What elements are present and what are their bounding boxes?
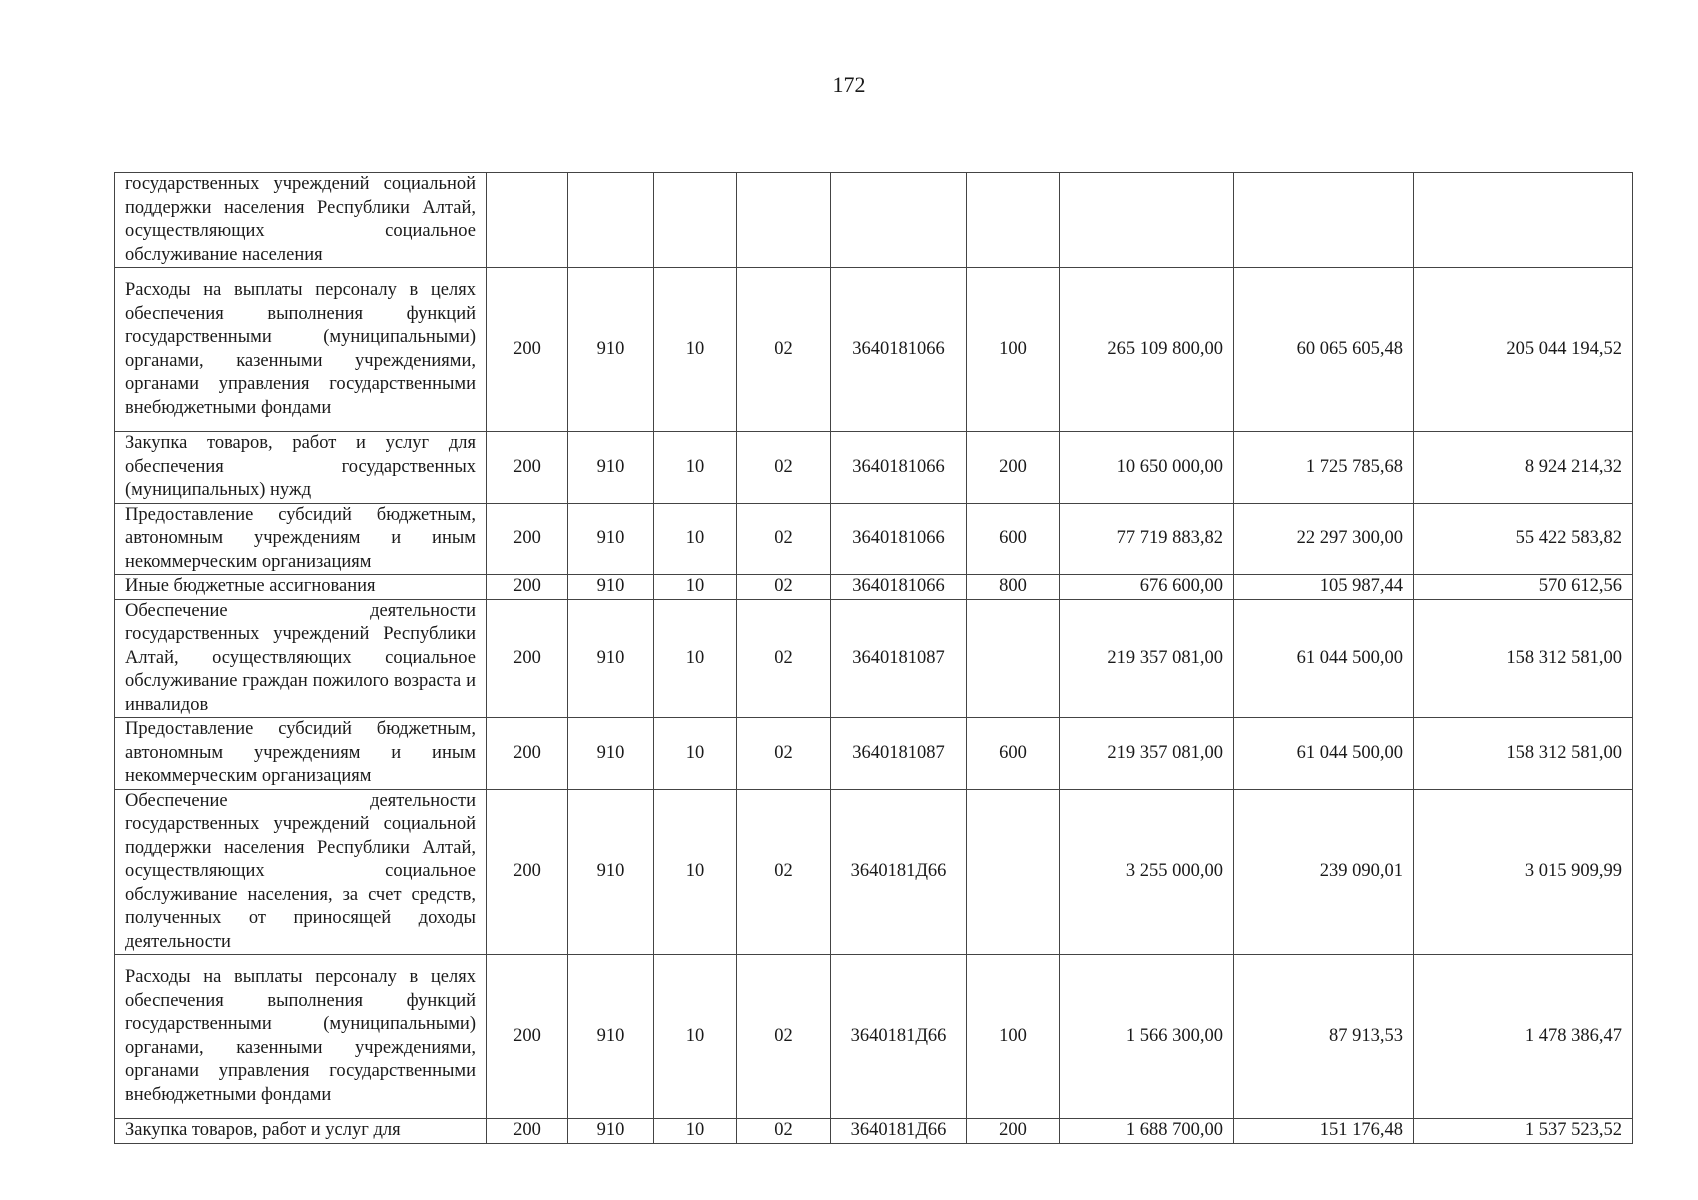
expense-type-cell: 600 (967, 718, 1060, 790)
row-description: Обеспечение деятельности государственных учреждений социальной поддержки населения Республики Алтай, осуществляющих социальное обслуживание населения, за счет средств, полученных от приносящей доходы деятельности (115, 789, 487, 955)
executed-amount-cell: 61 044 500,00 (1234, 718, 1414, 790)
approved-amount-cell: 3 255 000,00 (1060, 789, 1234, 955)
ministry-code-cell: 910 (568, 268, 654, 432)
subsection-code-cell (737, 173, 831, 268)
executed-amount-cell: 87 913,53 (1234, 955, 1414, 1119)
approved-amount-cell (1060, 173, 1234, 268)
target-article-cell: 3640181087 (831, 599, 967, 718)
section-code-cell: 10 (654, 268, 737, 432)
subsection-code-cell: 02 (737, 599, 831, 718)
ministry-code-cell: 910 (568, 599, 654, 718)
table-row (115, 268, 1633, 432)
admin-code-cell: 200 (487, 432, 568, 504)
remaining-amount-cell: 3 015 909,99 (1414, 789, 1633, 955)
remaining-amount-cell: 55 422 583,82 (1414, 503, 1633, 575)
target-article-cell: 3640181066 (831, 503, 967, 575)
expense-type-cell (967, 173, 1060, 268)
subsection-code-cell: 02 (737, 718, 831, 790)
target-article-cell (831, 173, 967, 268)
admin-code-cell: 200 (487, 503, 568, 575)
subsection-code-cell: 02 (737, 1119, 831, 1144)
ministry-code-cell: 910 (568, 575, 654, 600)
ministry-code-cell: 910 (568, 955, 654, 1119)
expense-type-cell: 600 (967, 503, 1060, 575)
subsection-code-cell: 02 (737, 432, 831, 504)
section-code-cell: 10 (654, 432, 737, 504)
ministry-code-cell: 910 (568, 503, 654, 575)
section-code-cell: 10 (654, 575, 737, 600)
section-code-cell: 10 (654, 789, 737, 955)
row-description: Закупка товаров, работ и услуг для (115, 1119, 487, 1144)
target-article-cell: 3640181066 (831, 432, 967, 504)
expense-type-cell: 800 (967, 575, 1060, 600)
table-row (115, 599, 1633, 718)
row-description: Закупка товаров, работ и услуг для обеспечения государственных (муниципальных) нужд (115, 432, 487, 504)
approved-amount-cell: 265 109 800,00 (1060, 268, 1234, 432)
table-row (115, 432, 1633, 504)
expense-type-cell (967, 789, 1060, 955)
admin-code-cell: 200 (487, 575, 568, 600)
ministry-code-cell: 910 (568, 1119, 654, 1144)
executed-amount-cell: 151 176,48 (1234, 1119, 1414, 1144)
expense-type-cell: 100 (967, 268, 1060, 432)
budget-table (114, 172, 1633, 1144)
section-code-cell: 10 (654, 718, 737, 790)
executed-amount-cell (1234, 173, 1414, 268)
approved-amount-cell: 219 357 081,00 (1060, 718, 1234, 790)
executed-amount-cell: 1 725 785,68 (1234, 432, 1414, 504)
row-description: Предоставление субсидий бюджетным, автономным учреждениям и иным некоммерческим организациям (115, 718, 487, 790)
target-article-cell: 3640181Д66 (831, 789, 967, 955)
table-row (115, 503, 1633, 575)
admin-code-cell: 200 (487, 789, 568, 955)
executed-amount-cell: 60 065 605,48 (1234, 268, 1414, 432)
approved-amount-cell: 1 688 700,00 (1060, 1119, 1234, 1144)
row-description: Предоставление субсидий бюджетным, автономным учреждениям и иным некоммерческим организациям (115, 503, 487, 575)
table-row (115, 789, 1633, 955)
target-article-cell: 3640181Д66 (831, 1119, 967, 1144)
subsection-code-cell: 02 (737, 503, 831, 575)
remaining-amount-cell: 1 537 523,52 (1414, 1119, 1633, 1144)
row-description: Иные бюджетные ассигнования (115, 575, 487, 600)
ministry-code-cell: 910 (568, 432, 654, 504)
executed-amount-cell: 239 090,01 (1234, 789, 1414, 955)
remaining-amount-cell: 205 044 194,52 (1414, 268, 1633, 432)
target-article-cell: 3640181066 (831, 575, 967, 600)
executed-amount-cell: 22 297 300,00 (1234, 503, 1414, 575)
expense-type-cell: 200 (967, 1119, 1060, 1144)
approved-amount-cell: 10 650 000,00 (1060, 432, 1234, 504)
table-row (115, 955, 1633, 1119)
admin-code-cell: 200 (487, 718, 568, 790)
remaining-amount-cell (1414, 173, 1633, 268)
target-article-cell: 3640181Д66 (831, 955, 967, 1119)
remaining-amount-cell: 158 312 581,00 (1414, 599, 1633, 718)
expense-type-cell: 100 (967, 955, 1060, 1119)
page-number: 172 (832, 72, 866, 97)
subsection-code-cell: 02 (737, 789, 831, 955)
admin-code-cell: 200 (487, 599, 568, 718)
row-description: Расходы на выплаты персоналу в целях обеспечения выполнения функций государственными (муниципальными) органами, казенными учреждениями, органами управления государственными внебюджетными фондами (115, 268, 487, 432)
section-code-cell: 10 (654, 503, 737, 575)
ministry-code-cell: 910 (568, 718, 654, 790)
row-description: государственных учреждений социальной поддержки населения Республики Алтай, осуществляющих социальное обслуживание населения (115, 173, 487, 268)
target-article-cell: 3640181087 (831, 718, 967, 790)
remaining-amount-cell: 1 478 386,47 (1414, 955, 1633, 1119)
subsection-code-cell: 02 (737, 955, 831, 1119)
remaining-amount-cell: 570 612,56 (1414, 575, 1633, 600)
section-code-cell: 10 (654, 955, 737, 1119)
table-body (115, 173, 1633, 1144)
remaining-amount-cell: 158 312 581,00 (1414, 718, 1633, 790)
approved-amount-cell: 219 357 081,00 (1060, 599, 1234, 718)
admin-code-cell: 200 (487, 955, 568, 1119)
approved-amount-cell: 1 566 300,00 (1060, 955, 1234, 1119)
subsection-code-cell: 02 (737, 268, 831, 432)
target-article-cell: 3640181066 (831, 268, 967, 432)
row-description: Расходы на выплаты персоналу в целях обеспечения выполнения функций государственными (муниципальными) органами, казенными учреждениями, органами управления государственными внебюджетными фондами (115, 955, 487, 1119)
executed-amount-cell: 61 044 500,00 (1234, 599, 1414, 718)
expense-type-cell: 200 (967, 432, 1060, 504)
admin-code-cell (487, 173, 568, 268)
admin-code-cell: 200 (487, 1119, 568, 1144)
approved-amount-cell: 676 600,00 (1060, 575, 1234, 600)
executed-amount-cell: 105 987,44 (1234, 575, 1414, 600)
section-code-cell (654, 173, 737, 268)
expense-type-cell (967, 599, 1060, 718)
row-description: Обеспечение деятельности государственных учреждений Республики Алтай, осуществляющих социальное обслуживание граждан пожилого возраста и инвалидов (115, 599, 487, 718)
section-code-cell: 10 (654, 599, 737, 718)
section-code-cell: 10 (654, 1119, 737, 1144)
subsection-code-cell: 02 (737, 575, 831, 600)
table-row (115, 718, 1633, 790)
ministry-code-cell (568, 173, 654, 268)
table-row (115, 1119, 1633, 1144)
remaining-amount-cell: 8 924 214,32 (1414, 432, 1633, 504)
table-row (115, 173, 1633, 268)
approved-amount-cell: 77 719 883,82 (1060, 503, 1234, 575)
admin-code-cell: 200 (487, 268, 568, 432)
ministry-code-cell: 910 (568, 789, 654, 955)
table-row (115, 575, 1633, 600)
